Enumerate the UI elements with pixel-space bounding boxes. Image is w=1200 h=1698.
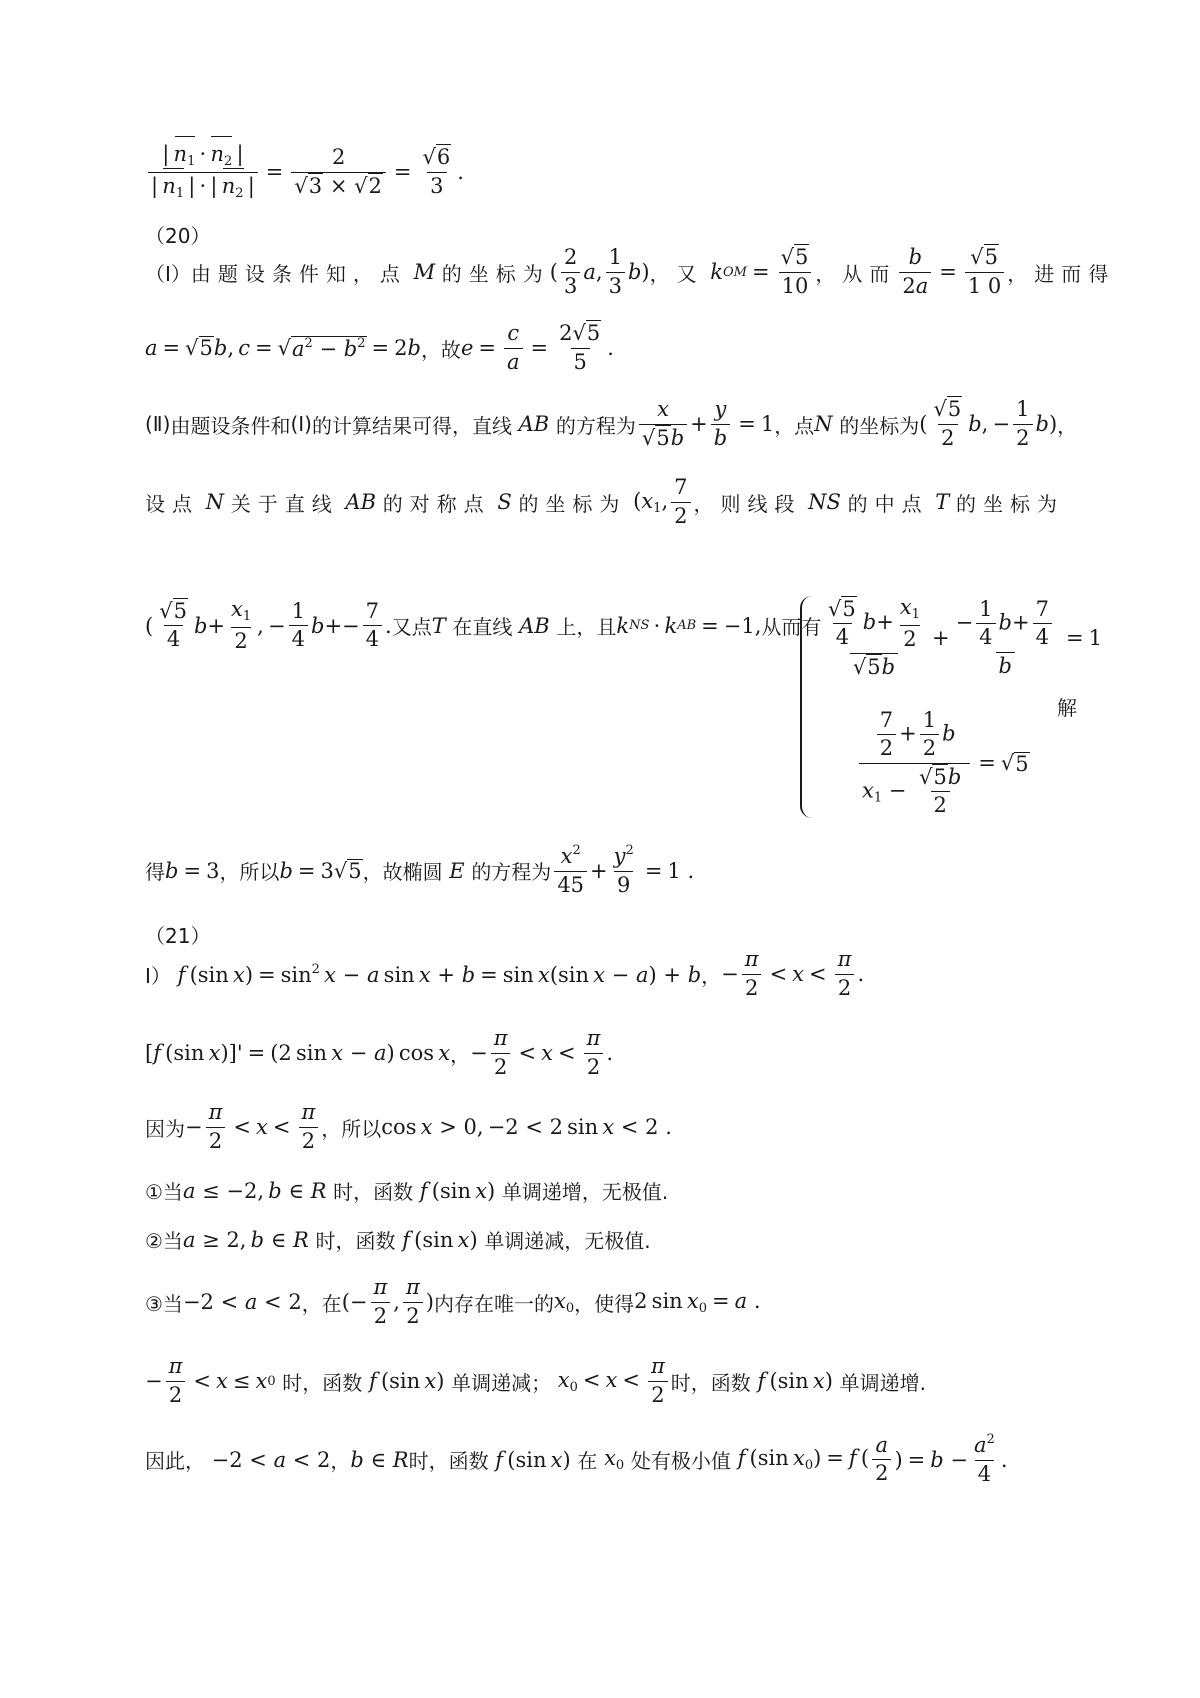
- part1-label: （Ⅰ）: [145, 261, 191, 286]
- q21-line3: 因为 − π 2 < x < π 2 ，所以 cos x > 0, −2 < 2 sin x < 2 .: [145, 1100, 672, 1153]
- q20-midpoint-line: ( √5 4 b + $x_1$ 2 , − 1 4 b +− 7 4 . 又点 T 在直线 AB 上，且 k NS · k AB = −1, 从而有: [145, 597, 822, 653]
- q21-conclusion: 因此， −2 < a < 2 ， b ∈ R 时，函数 f (sin x) 在 $x_0$ 处有极小值 f (sin $x_0) = f$ ( a 2 ) = b − $\frac{a^2}{4}$ .: [145, 1432, 1008, 1486]
- q21-monotonic-line: − π 2 < x ≤ x 0 时，函数 f (sin x) 单调递减； $x_0 < x$ < π 2 时，函数 f (sin x) 单调递增.: [145, 1354, 926, 1407]
- q21-line2: [f (sin x)]' = (2 sin x − a) cos x ， − π 2 < x < π 2 .: [145, 1026, 614, 1079]
- q20-part1-line1: （Ⅰ） 由题设条件知，点 M 的坐标为 ( 2 3 a , 1 3 b ) ，又 k OM = $\frac{√5}{10}$ ，从而 $\frac{b}{2a}$ = $\frac{√5}{1 0}$ ，进而得: [145, 245, 1116, 298]
- q20-final-line: 得 b = 3 ，所以 b = 3√ 5 ，故椭圆 E 的方程为 $x^2$ 45 + $\frac{y^2}{9}$ = 1 .: [145, 843, 695, 897]
- q20-part2-line1: (Ⅱ) 由题设条件和 (Ⅰ) 的计算结果可得，直线 AB 的方程为 x √5b + $\frac{y}{b}$ = 1 ，点 N 的坐标为 ( √5 2 b , − 1 2 b ) ，: [145, 397, 1078, 450]
- q21-case1: ①当 a ≤ −2, b ∈ R 时，函数 f (sin x) 单调递增，无极值.: [145, 1178, 669, 1204]
- q21-case2: ②当 a ≥ 2, b ∈ R 时，函数 f (sin x) 单调递减，无极值.: [145, 1227, 651, 1253]
- q20-part2-line2: 设点 N 关于直线 AB 的对称点 S 的坐标为 ($x_1$, 7 2 ，则线段 NS 的中点 T 的坐标为: [145, 475, 1064, 528]
- question-21-label: （21）: [145, 924, 211, 948]
- q21-line1: Ⅰ） f (sin $x) = \sin^2 x - a$ sin x + b = sin x(sin x − a) + b ， − π 2 < x < π 2 .: [145, 947, 865, 1000]
- system-eq1: $\frac{√5}{4}$ b+ $\frac{x_1}{2}$ √5b + − $\frac{1}{4}$ b+ $\frac{7}{4}$ b = 1: [828, 595, 1102, 680]
- left-brace: [800, 596, 812, 818]
- q21-case3: ③当 −2 < a < 2 ，在 (− $\frac{\pi}{2}$ , π 2 ) 内存在唯一的 $x_0$ ，使得 2 $\sin x_0 = a$ .: [145, 1275, 761, 1328]
- part2-label: (Ⅱ): [145, 412, 171, 437]
- q20-part1-line2: a = √ 5 b , c = √ $a^2 - b^2$ = 2 b ，故 e = $\frac{c}{a}$ = $\frac{2√5}{5}$ .: [145, 321, 614, 374]
- system-eq2: $\frac{7}{2}$ + $\frac{1}{2}$ b $x_1$ − $\frac{√5b}{2}$ = √ 5: [856, 709, 1102, 818]
- part1b-label: Ⅰ）: [145, 963, 171, 988]
- jie-label: 解: [1057, 696, 1077, 720]
- question-20-label: （20）: [145, 224, 211, 248]
- cosine-formula: $\frac{| n_1 \cdot n_2 |}{| n_1 | \cdot | n_2 |}$ = $\frac{2}{√3 \times √2}$ = $\frac{√6}{3}$ .: [145, 143, 464, 201]
